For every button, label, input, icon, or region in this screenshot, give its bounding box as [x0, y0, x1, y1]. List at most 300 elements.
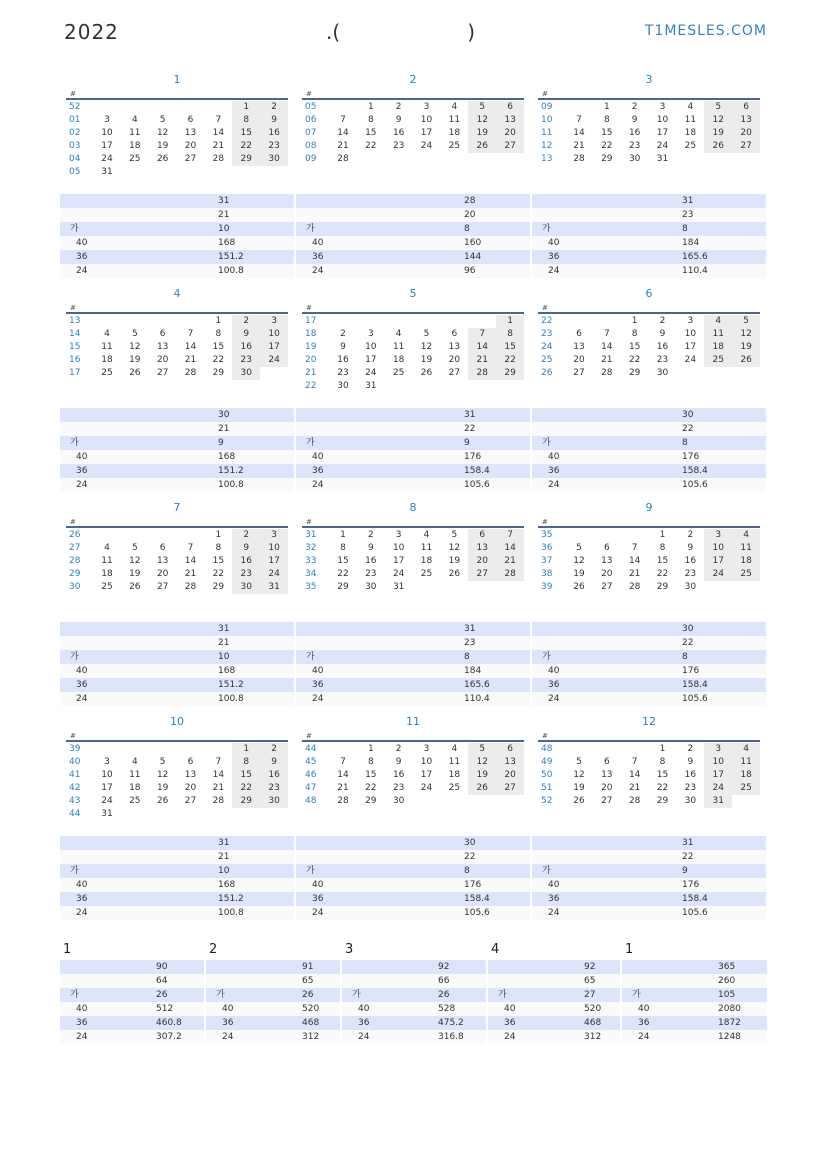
- day-cell: 5: [131, 329, 138, 339]
- day-cell: 31: [101, 167, 113, 177]
- week-number: 09: [541, 102, 553, 112]
- weekend-day: 22: [232, 782, 260, 795]
- week-number: 06: [305, 115, 317, 125]
- stats-value: 520: [584, 1004, 602, 1014]
- stats-row: [60, 250, 294, 264]
- day-cell: [177, 166, 205, 179]
- week-number: 39: [541, 582, 553, 592]
- stats-row: [296, 250, 530, 264]
- day-cell: 20: [573, 355, 585, 365]
- day-cell: 19: [573, 569, 585, 579]
- week-row: [538, 743, 760, 756]
- day-cell: 27: [601, 796, 613, 806]
- day-cell: 18: [101, 569, 113, 579]
- week-row: [302, 341, 524, 354]
- stats-row: [60, 464, 294, 478]
- day-cell: 20: [184, 141, 197, 151]
- week-row: [66, 367, 288, 380]
- day-cell: 26: [156, 796, 169, 806]
- stats-value: 105.6: [682, 908, 708, 918]
- stats-row: [532, 678, 766, 692]
- weekend-day: 1: [232, 101, 260, 114]
- stats-label: 24: [312, 694, 324, 704]
- weekend-day: 12: [704, 114, 732, 127]
- weekend-day: 12: [468, 756, 496, 769]
- stats-value: 312: [584, 1032, 602, 1042]
- day-cell: 23: [684, 783, 697, 793]
- weekend-day: 23: [260, 140, 288, 153]
- weekend-day: [468, 795, 496, 808]
- day-cell: 21: [628, 783, 641, 793]
- weekend-day: 29: [232, 795, 260, 808]
- stats-label: 40: [548, 666, 560, 676]
- week-row: [66, 166, 288, 179]
- stats-value: 312: [302, 1032, 320, 1042]
- week-row: [66, 542, 288, 555]
- stats-label: 36: [312, 466, 324, 476]
- day-cell: 25: [684, 141, 697, 151]
- stats-value: 30: [218, 410, 230, 420]
- stats-row: [296, 692, 530, 706]
- weekend-day: 3: [260, 529, 288, 542]
- week-row: [66, 114, 288, 127]
- weekend-day: 30: [260, 795, 288, 808]
- weekend-day: 1: [232, 743, 260, 756]
- weekend-day: 4: [704, 315, 732, 328]
- stats-label: 가: [632, 990, 641, 1000]
- stats-label: 가: [70, 866, 79, 876]
- week-row: [66, 101, 288, 114]
- month-stats-table: [296, 622, 530, 706]
- weekend-day: 22: [496, 354, 524, 367]
- stats-value: 468: [302, 1018, 320, 1028]
- day-cell: 10: [365, 342, 377, 352]
- day-cell: [565, 743, 593, 756]
- week-number: 03: [69, 141, 81, 151]
- stats-label: 40: [76, 880, 88, 890]
- week-number: 13: [541, 154, 553, 164]
- stats-label: 40: [548, 880, 560, 890]
- week-number: 35: [541, 530, 553, 540]
- week-row: [66, 127, 288, 140]
- day-cell: 12: [420, 342, 433, 352]
- stats-row: [60, 222, 294, 236]
- weekend-day: 21: [496, 555, 524, 568]
- stats-value: 65: [584, 976, 596, 986]
- weekend-day: 28: [496, 568, 524, 581]
- week-row: [302, 795, 524, 808]
- stats-value: 520: [302, 1004, 320, 1014]
- day-cell: 23: [392, 783, 405, 793]
- stats-label: 24: [548, 908, 560, 918]
- day-cell: 18: [684, 128, 697, 138]
- day-cell: 3: [395, 530, 402, 540]
- day-cell: 11: [101, 342, 113, 352]
- month-stats-table: [296, 408, 530, 492]
- week-number: 47: [305, 783, 317, 793]
- week-number: 51: [541, 783, 553, 793]
- day-cell: 1: [631, 316, 638, 326]
- day-cell: 14: [628, 770, 641, 780]
- day-cell: 6: [451, 329, 458, 339]
- stats-row: [296, 906, 530, 920]
- stats-value: 475.2: [438, 1018, 464, 1028]
- day-cell: 11: [684, 115, 697, 125]
- stats-value: 165.6: [464, 680, 490, 690]
- day-cell: 16: [392, 770, 405, 780]
- stats-value: 30: [464, 838, 476, 848]
- week-number: 16: [69, 355, 81, 365]
- week-number: 23: [541, 329, 553, 339]
- stats-value: 528: [438, 1004, 456, 1014]
- day-cell: 26: [129, 368, 141, 378]
- stats-row: [532, 464, 766, 478]
- site-logo-link[interactable]: T1MESLES.COM: [644, 23, 767, 39]
- day-cell: 29: [212, 582, 225, 592]
- day-cell: [93, 743, 121, 756]
- page-header: [64, 20, 767, 48]
- day-cell: 27: [156, 582, 169, 592]
- week-row: [66, 756, 288, 769]
- stats-value: 8: [464, 866, 470, 876]
- day-cell: [357, 315, 385, 328]
- stats-value: 105.6: [682, 480, 708, 490]
- day-cell: 28: [184, 368, 197, 378]
- stats-label: 가: [70, 652, 79, 662]
- stats-value: 176: [682, 452, 700, 462]
- month-calendar: [302, 287, 524, 393]
- day-cell: 17: [420, 128, 433, 138]
- day-cell: 11: [392, 342, 405, 352]
- stats-row: [296, 422, 530, 436]
- day-cell: 24: [392, 569, 405, 579]
- day-cell: 15: [365, 128, 377, 138]
- month-stats-table: [60, 622, 294, 706]
- day-cell: 10: [684, 329, 697, 339]
- week-number: 01: [69, 115, 81, 125]
- stats-row: [296, 464, 530, 478]
- weekend-day: [468, 581, 496, 594]
- stats-value: 8: [464, 652, 470, 662]
- week-row: [302, 140, 524, 153]
- week-row: [302, 769, 524, 782]
- day-cell: 26: [129, 582, 141, 592]
- day-cell: 22: [212, 355, 225, 365]
- day-cell: 15: [656, 556, 669, 566]
- week-number: 14: [69, 329, 81, 339]
- day-cell: 7: [340, 115, 346, 125]
- day-cell: 3: [104, 115, 110, 125]
- weekend-day: 17: [704, 769, 732, 782]
- day-cell: 22: [337, 569, 349, 579]
- day-cell: 19: [129, 569, 141, 579]
- stats-value: 307.2: [156, 1032, 182, 1042]
- stats-row: [532, 906, 766, 920]
- day-cell: 25: [129, 154, 141, 164]
- day-cell: 23: [684, 569, 697, 579]
- weekend-day: 13: [496, 114, 524, 127]
- stats-row: [206, 960, 340, 974]
- weekend-day: 25: [704, 354, 732, 367]
- stats-value: 184: [682, 238, 700, 248]
- week-number: 07: [305, 128, 317, 138]
- day-cell: 2: [395, 102, 402, 112]
- stats-value: 151.2: [218, 252, 244, 262]
- stats-row: [532, 422, 766, 436]
- weekend-day: 2: [232, 315, 260, 328]
- stats-value: 8: [682, 224, 688, 234]
- weekend-day: [496, 795, 524, 808]
- weekend-day: 6: [496, 743, 524, 756]
- stats-row: [532, 208, 766, 222]
- weekend-day: [496, 153, 524, 166]
- stats-value: 168: [218, 238, 236, 248]
- week-number: 40: [69, 757, 81, 767]
- month-calendar: [302, 73, 524, 166]
- day-cell: 30: [656, 368, 669, 378]
- stats-label: 24: [358, 1032, 370, 1042]
- stats-row: [60, 622, 294, 636]
- weekend-day: 15: [496, 341, 524, 354]
- stats-value: 100.8: [218, 480, 244, 490]
- month-calendar: [66, 73, 288, 179]
- stats-value: 260: [718, 976, 736, 986]
- stats-row: [296, 478, 530, 492]
- stats-value: 90: [156, 962, 168, 972]
- week-row: [538, 568, 760, 581]
- day-cell: 14: [601, 342, 613, 352]
- stats-row: [622, 1016, 767, 1030]
- stats-value: 31: [682, 838, 694, 848]
- stats-value: 22: [682, 424, 694, 434]
- weekend-day: 9: [232, 542, 260, 555]
- stats-label: 24: [312, 908, 324, 918]
- week-number: 43: [69, 796, 81, 806]
- stats-row: [60, 988, 204, 1002]
- week-number: 11: [541, 128, 553, 138]
- weekend-day: 30: [232, 367, 260, 380]
- day-cell: 23: [656, 355, 669, 365]
- day-cell: 6: [159, 543, 166, 553]
- day-cell: 2: [631, 102, 638, 112]
- weekend-day: 16: [260, 127, 288, 140]
- stats-row: [60, 1030, 204, 1044]
- stats-value: 31: [464, 624, 476, 634]
- week-number: 19: [305, 342, 317, 352]
- week-row: [66, 153, 288, 166]
- day-cell: [440, 380, 468, 393]
- day-cell: 25: [101, 582, 113, 592]
- day-cell: 17: [656, 128, 669, 138]
- stats-row: [296, 836, 530, 850]
- stats-value: 10: [218, 866, 230, 876]
- day-cell: 17: [420, 770, 433, 780]
- stats-label: 24: [548, 266, 560, 276]
- week-number-header: #: [538, 729, 760, 742]
- stats-value: 31: [218, 624, 230, 634]
- week-number: 20: [305, 355, 317, 365]
- week-row: [538, 354, 760, 367]
- stats-row: [532, 850, 766, 864]
- month-stats-table: [532, 408, 766, 492]
- stats-value: 158.4: [682, 680, 708, 690]
- stats-label: 36: [312, 680, 324, 690]
- stats-label: 40: [76, 666, 88, 676]
- stats-row: [342, 1016, 486, 1030]
- stats-value: 105.6: [464, 908, 490, 918]
- stats-row: [60, 864, 294, 878]
- day-cell: 30: [628, 154, 641, 164]
- stats-label: 40: [76, 238, 88, 248]
- month-grid: [302, 101, 524, 166]
- day-cell: 22: [601, 141, 613, 151]
- weekend-day: 12: [732, 328, 760, 341]
- week-row: [302, 127, 524, 140]
- day-cell: 18: [448, 770, 461, 780]
- week-number: 42: [69, 783, 81, 793]
- stats-label: 24: [548, 694, 560, 704]
- stats-row: [532, 478, 766, 492]
- stats-value: 151.2: [218, 894, 244, 904]
- week-number: 10: [541, 115, 553, 125]
- weekend-day: 4: [732, 743, 760, 756]
- stats-row: [532, 622, 766, 636]
- week-row: [538, 328, 760, 341]
- weekend-day: [732, 153, 760, 166]
- stats-label: 40: [312, 880, 324, 890]
- week-number: 15: [69, 342, 81, 352]
- day-cell: [204, 808, 232, 821]
- week-row: [538, 114, 760, 127]
- weekend-day: 13: [468, 542, 496, 555]
- summary-stats-table: [206, 960, 340, 1044]
- stats-label: 36: [504, 1018, 516, 1028]
- month-grid: [302, 743, 524, 808]
- stats-row: [532, 664, 766, 678]
- week-row: [302, 743, 524, 756]
- stats-value: 100.8: [218, 694, 244, 704]
- weekend-day: 1: [496, 315, 524, 328]
- stats-value: 468: [584, 1018, 602, 1028]
- stats-value: 31: [464, 410, 476, 420]
- day-cell: 31: [365, 381, 377, 391]
- month-title: 7: [173, 501, 181, 514]
- stats-value: 176: [682, 666, 700, 676]
- weekend-day: 29: [232, 153, 260, 166]
- day-cell: 7: [187, 543, 194, 553]
- stats-value: 176: [464, 452, 482, 462]
- day-cell: 21: [337, 141, 349, 151]
- week-row: [66, 341, 288, 354]
- day-cell: 8: [367, 757, 374, 767]
- stats-value: 27: [584, 990, 596, 1000]
- stats-label: 40: [504, 1004, 516, 1014]
- stats-value: 10: [218, 224, 230, 234]
- stats-row: [60, 264, 294, 278]
- weekend-day: [732, 367, 760, 380]
- week-row: [66, 315, 288, 328]
- stats-row: [296, 864, 530, 878]
- day-cell: 9: [687, 543, 694, 553]
- weekend-day: 16: [232, 341, 260, 354]
- stats-value: 105: [718, 990, 736, 1000]
- day-cell: 23: [365, 569, 377, 579]
- day-cell: 10: [420, 757, 433, 767]
- day-cell: [565, 529, 593, 542]
- day-cell: 1: [659, 744, 666, 754]
- stats-value: 28: [464, 196, 476, 206]
- day-cell: 16: [684, 556, 697, 566]
- week-number: 28: [69, 556, 81, 566]
- weekend-day: 28: [468, 367, 496, 380]
- day-cell: 9: [395, 757, 402, 767]
- day-cell: 10: [392, 543, 405, 553]
- day-cell: 18: [420, 556, 433, 566]
- weekend-day: [232, 166, 260, 179]
- week-number: 22: [305, 381, 317, 391]
- stats-row: [488, 1002, 620, 1016]
- day-cell: 29: [337, 582, 349, 592]
- day-cell: 12: [129, 342, 141, 352]
- day-cell: 26: [156, 154, 169, 164]
- stats-label: 36: [312, 894, 324, 904]
- stats-value: 110.4: [682, 266, 708, 276]
- stats-value: 158.4: [464, 466, 490, 476]
- stats-row: [488, 988, 620, 1002]
- week-row: [538, 581, 760, 594]
- stats-row: [206, 1030, 340, 1044]
- stats-row: [60, 960, 204, 974]
- day-cell: 19: [129, 355, 141, 365]
- week-number: 41: [69, 770, 81, 780]
- stats-value: 23: [682, 210, 694, 220]
- day-cell: 23: [392, 141, 405, 151]
- week-row: [302, 315, 524, 328]
- weekend-day: [496, 581, 524, 594]
- day-cell: [204, 101, 232, 114]
- week-number: 25: [541, 355, 553, 365]
- week-number: 17: [305, 316, 317, 326]
- weekend-day: 11: [704, 328, 732, 341]
- weekend-day: 8: [232, 756, 260, 769]
- day-cell: 19: [156, 141, 169, 151]
- stats-value: 22: [682, 638, 694, 648]
- day-cell: 20: [601, 569, 613, 579]
- summary-title: 4: [491, 942, 500, 957]
- stats-label: 24: [76, 908, 88, 918]
- stats-row: [342, 988, 486, 1002]
- stats-value: 66: [438, 976, 450, 986]
- week-number: 12: [541, 141, 553, 151]
- stats-value: 512: [156, 1004, 174, 1014]
- weekend-day: 2: [232, 529, 260, 542]
- weekend-day: 3: [704, 529, 732, 542]
- month-calendar: [538, 501, 760, 594]
- week-row: [538, 769, 760, 782]
- stats-row: [60, 974, 204, 988]
- stats-row: [60, 878, 294, 892]
- stats-label: 36: [548, 680, 560, 690]
- month-calendar: [538, 715, 760, 808]
- stats-value: 26: [438, 990, 450, 1000]
- day-cell: [177, 743, 205, 756]
- month-grid: [538, 315, 760, 380]
- week-row: [302, 529, 524, 542]
- day-cell: 4: [451, 102, 458, 112]
- weekend-day: 13: [496, 756, 524, 769]
- month-title: 4: [173, 287, 181, 300]
- day-cell: 30: [337, 381, 349, 391]
